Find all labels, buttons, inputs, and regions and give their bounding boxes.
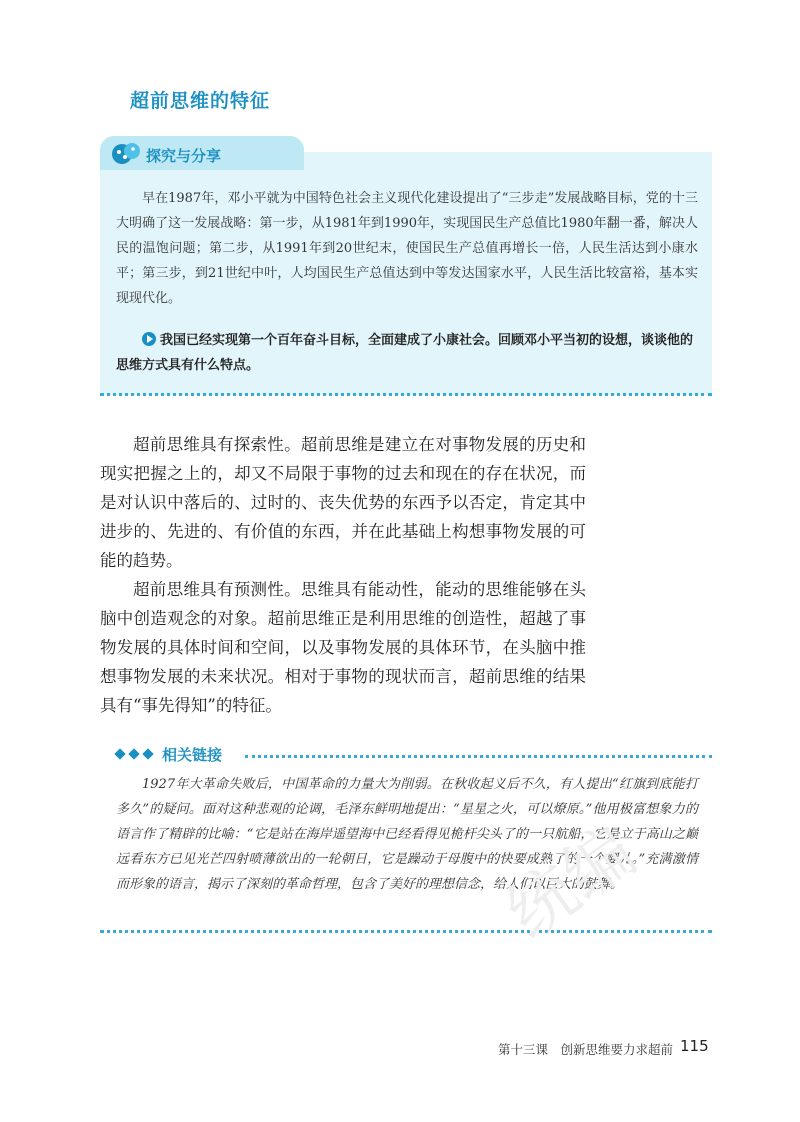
paragraph-predictive: 超前思维具有预测性。思维具有能动性，能动的思维能够在头脑中创造观念的对象。超前思维正是利用思维的创造性，超越了事物发展的具体时间和空间，以及事物发展的具体环节，在头脑中推想事物发展的未来状况。相对于事物的现状而言，超前思维的结果具有“事先得知”的特征。 [100, 580, 586, 715]
footer-chapter-title: 第十三课 创新思维要力求超前 [498, 1042, 674, 1057]
diamond-icon [128, 748, 139, 759]
play-arrow-icon [142, 332, 156, 346]
explore-question [116, 328, 698, 378]
related-link-label: 相关链接 [162, 746, 223, 764]
explore-share-label: 探究与分享 [146, 147, 222, 165]
discussion-icon [110, 139, 142, 169]
related-link-dotted-rule [245, 755, 712, 758]
page-number: 115 [680, 1037, 709, 1055]
main-body [100, 430, 586, 720]
divider-dotted [100, 393, 712, 396]
related-link-paragraph: 1927年大革命失败后，中国革命的力量大为削弱。在秋收起义后不久，有人提出“红旗到底能打多久”的疑问。面对这种悲观的论调，毛泽东鲜明地提出：“星星之火，可以燎原。”他用极富想象力的语言作了精辟的比喻：“它是站在海岸遥望海中已经看得见桅杆尖头了的一只航船，它是立于高山之巅远看东方已见光芒四射喷薄欲出的一轮朝日，它是躁动于母腹中的快要成熟了的一个婴儿。”充满激情而形象的语言，揭示了深刻的革命哲理，包含了美好的理想信念，给人们以巨大的鼓舞。 [116, 777, 698, 892]
divider-dotted [100, 930, 712, 933]
section-title: 超前思维的特征 [130, 90, 271, 112]
diamond-icon [142, 748, 153, 759]
watermark: 统编 [493, 812, 650, 955]
explore-paragraph: 早在1987年，邓小平就为中国特色社会主义现代化建设提出了“三步走”发展战略目标，党的十三大明确了这一发展战略：第一步，从1981年到1990年，实现国民生产总值比1980年翻一番，解决人民的温饱问题；第二步，从1991年到20世纪末，使国民生产总值再增长一倍，人民生活达到小康水平；第三步，到21世纪中叶，人均国民生产总值达到中等发达国家水平，人民生活比较富裕，基本实现现代化。 [116, 191, 698, 306]
diamond-icon [114, 748, 125, 759]
explore-question-text: 我国已经实现第一个百年奋斗目标，全面建成了小康社会。回顾邓小平当初的设想，谈谈他的思维方式具有什么特点。 [116, 333, 694, 373]
related-link-header [116, 744, 222, 765]
paragraph-exploratory: 超前思维具有探索性。超前思维是建立在对事物发展的历史和现实把握之上的，却又不局限于事物的过去和现在的存在状况，而是对认识中落后的、过时的、丧失优势的东西予以否定，肯定其中进步的、先进的、有价值的东西，并在此基础上构想事物发展的可能的趋势。 [100, 435, 586, 570]
